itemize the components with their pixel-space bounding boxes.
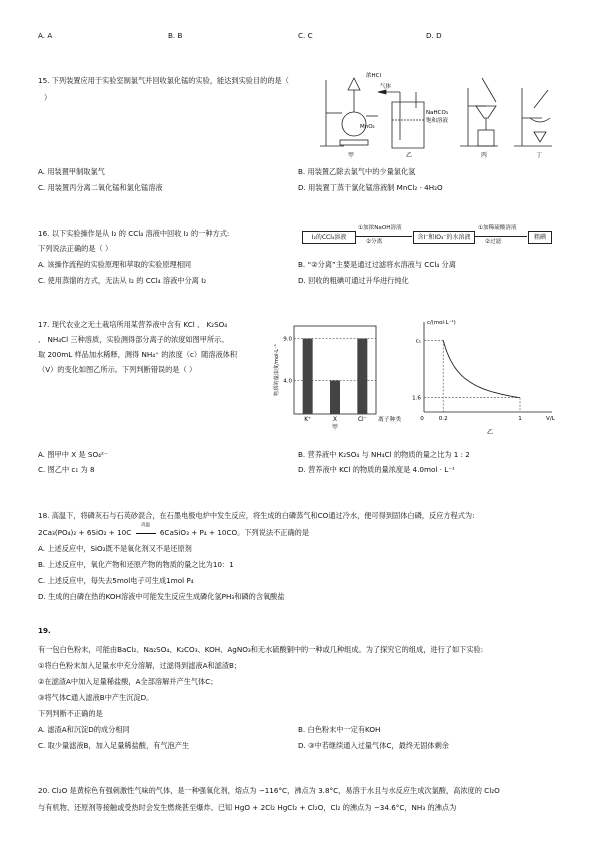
q16-stem-2: 下列说法正确的是（ ）	[38, 244, 113, 253]
apparatus-yi	[378, 90, 424, 148]
chart-jia-ylabel: 物质的量浓度/mol·L⁻¹	[274, 344, 280, 396]
chart-jia-xlabel: 离子种类	[378, 417, 402, 423]
q17-stem-line-4: （V）的变化如图乙所示。下列判断错误的是（ ）	[38, 365, 197, 374]
q14-option-b: B. B	[168, 31, 183, 40]
q18-eq-right: 6CaSiO₃ + P₄ + 10CO。下列说法不正确的是	[159, 528, 310, 537]
apparatus-jia	[320, 78, 378, 146]
flow-box-2: 含I⁻和IO₃⁻的水溶液	[413, 231, 475, 244]
apparatus-ding	[514, 88, 552, 146]
q17-option-c: C. 图乙中 c₁ 为 8	[38, 465, 95, 474]
label-bing: 丙	[481, 152, 488, 159]
label-yi: 乙	[406, 152, 413, 159]
q15-option-c: C. 用装置丙分离二氧化锰和氯化锰溶液	[38, 183, 163, 192]
flow-step1-top: ①加浓NaOH溶液	[358, 225, 402, 231]
q18-equation	[38, 523, 310, 537]
q14-option-a: A. A	[38, 31, 53, 40]
q19-stem: 有一包白色粉末，可能由BaCl₂、Na₂SO₄、K₂CO₃、KOH、AgNO₃和无水硫酸铜中的一种或几种组成。为了探究它的组成，进行了如下实验:	[38, 645, 484, 654]
chart-yi	[404, 318, 564, 440]
flow-arrow-2	[475, 236, 527, 237]
chart-jia-ytick-label: 9.0	[283, 336, 292, 343]
q19-step-2: ②在滤渣A中加入足量稀盐酸，A全部溶解并产生气体C；	[38, 677, 218, 686]
flow-step1-bottom: ②分离	[366, 239, 383, 245]
q19-option-d: D. ③中若继续通入过量气体C，最终无固体剩余	[298, 741, 449, 750]
chart-yi-xtick-label: 1	[518, 416, 522, 422]
q19-ask: 下列判断不正确的是	[38, 709, 103, 718]
q17-option-d: D. 营养液中 KCl 的物质的量浓度是 4.0mol · L⁻¹	[298, 465, 455, 474]
chart-yi-ylabel: c/(mol·L⁻¹)	[427, 320, 456, 326]
chart-jia-caption: 甲	[331, 424, 339, 430]
q16-option-d: D. 回收的粗碘可通过升华进行纯化	[298, 276, 409, 285]
chart-yi-caption: 乙	[486, 429, 494, 436]
chart-yi-ytick-label: c₁	[415, 338, 421, 345]
label-ding: 丁	[536, 152, 543, 159]
flow-box-3: 粗碘	[528, 231, 552, 244]
q17-stem-line-2: 、 NH₄Cl 三种溶质，实验测得部分离子的浓度如图甲所示。	[38, 335, 229, 344]
chart-jia-bar	[330, 380, 340, 414]
q18-stem: 18. 高温下，将磷灰石与石英砂混合，在石墨电极电炉中发生反应，将生成的白磷蒸气和CO通过冷水，便可得到固体白磷，反应方程式为:	[38, 511, 475, 520]
q16-option-a: A. 该操作流程的实验原理和萃取的实验原理相同	[38, 260, 192, 269]
q15-stem: 15. 下列装置应用于实验室制氯气并回收氯化锰的实验，能达到实验目的的是（	[38, 76, 289, 85]
q19-step-1: ①将白色粉末加入足量水中充分溶解，过滤得到滤液A和滤渣B；	[38, 661, 242, 670]
label-jia: 甲	[348, 152, 355, 159]
chart-jia-bar	[303, 339, 313, 414]
q18-option-d: D. 生成的白磷在热的KOH溶液中可能发生反应生成磷化氢PH₃和磷的含氧酸盐	[38, 592, 285, 601]
q19-option-a: A. 滤渣A和沉淀D的成分相同	[38, 725, 130, 734]
chart-yi-xtick-label: 0	[420, 416, 424, 422]
flow-step2-top: ①加稀硫酸溶液	[478, 225, 517, 231]
chart-jia-bar	[357, 339, 367, 414]
chart-yi-ytick-label: 1.6	[412, 395, 421, 402]
label-conc-hcl: 浓HCl	[366, 73, 382, 79]
q16-option-c: C. 使用蒸馏的方式，无法从 I₂ 的 CCl₄ 溶液中分离 I₂	[38, 276, 207, 285]
q19-option-c: C. 取少量滤液B，加入足量稀盐酸，有气泡产生	[38, 741, 190, 750]
q18-option-a: A. 上述反应中，SiO₂既不是氧化剂又不是还原剂	[38, 544, 192, 553]
q20-line-2: 与有机物、还原剂等接触或受热时会发生燃烧甚至爆炸。已知 HgO + 2Cl₂ HgCl₂ + Cl₂O，Cl₂ 的沸点为 −34.6°C，NH₃ 的沸点为	[38, 803, 457, 812]
label-mno2: MnO₂	[360, 124, 375, 130]
chart-jia	[268, 318, 410, 430]
chart-jia-xtick-label: X	[333, 417, 337, 423]
q17-option-a: A. 图甲中 X 是 SO₄²⁻	[38, 450, 108, 459]
label-sat-solution: 饱和溶液	[426, 118, 449, 124]
q17-option-b: B. 营养液中 K₂SO₄ 与 NH₄Cl 的物质的量之比为 1 : 2	[298, 450, 470, 459]
flow-box-1: I₂的CCl₄溶液	[302, 231, 356, 244]
q18-eq-left: 2Ca₃(PO₄)₂ + 6SiO₂ + 10C	[38, 528, 132, 537]
q20-line-1: 20. Cl₂O 是黄棕色有强刺激性气味的气体，是一种强氧化剂，熔点为 −116°C，沸点为 3.8°C，易溶于水且与水反应生成次氯酸，高浓度的 Cl₂O	[38, 786, 500, 795]
chart-jia-ytick-label: 4.0	[283, 378, 292, 385]
q17-stem-line-1: 17. 现代农业之无土栽培所用某营养液中含有 KCl 、 K₂SO₄	[38, 320, 228, 329]
q14-option-c: C. C	[298, 31, 313, 40]
q15-option-a: A. 用装置甲制取氯气	[38, 167, 105, 176]
q14-option-d: D. D	[426, 31, 442, 40]
q17-stem-line-3: 取 200mL 样品加水稀释，测得 NH₄⁺ 的浓度（c）随溶液体积	[38, 350, 238, 359]
q19-step-3: ③将气体C通入滤液B中产生沉淀D。	[38, 693, 154, 702]
chart-yi-curve	[443, 340, 520, 397]
q16-option-b: B. “②分离”主要是通过过滤将水溶液与 CCl₄ 分离	[298, 260, 456, 269]
q19-option-b: B. 白色粉末中一定有KOH	[298, 725, 381, 734]
apparatus-bing	[460, 78, 498, 146]
q18-eq-condition: 高温	[141, 523, 151, 528]
chart-yi-xlabel: V/L	[546, 416, 555, 422]
q16-stem: 16. 以下实验操作是从 I₂ 的 CCl₄ 溶液中回收 I₂ 的一种方式:	[38, 229, 230, 238]
q18-option-c: C. 上述反应中，每失去5mol电子可生成1mol P₄	[38, 576, 194, 585]
q18-eq-arrow	[134, 523, 158, 537]
q15-option-b: B. 用装置乙除去氯气中的少量氯化氢	[298, 167, 416, 176]
q15-stem-end: ）	[44, 93, 52, 102]
q15-apparatus-figure	[320, 68, 560, 160]
chart-jia-xtick-label: Cl⁻	[357, 417, 367, 423]
label-nahco3: NaHCO₃	[426, 110, 448, 116]
q15-option-d: D. 用装置丁蒸干氯化锰溶液制 MnCl₂ · 4H₂O	[298, 183, 443, 192]
chart-jia-xtick-label: K⁺	[304, 417, 312, 423]
flow-arrow-1	[356, 236, 412, 237]
flow-step2-bottom: ②过滤	[485, 239, 502, 245]
q19-number: 19.	[38, 626, 51, 635]
label-gas: 气体	[380, 84, 392, 90]
q18-option-b: B. 上述反应中，氧化产物和还原产物的物质的量之比为10：1	[38, 560, 234, 569]
chart-yi-xtick-label: 0.2	[438, 416, 448, 422]
